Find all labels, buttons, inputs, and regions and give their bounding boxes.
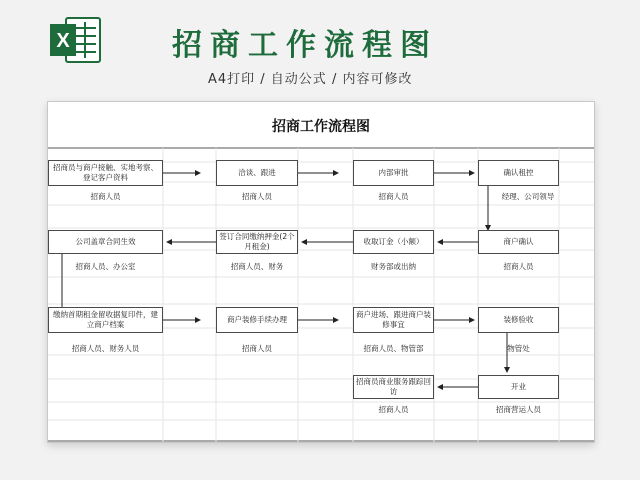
step-box-6: 收取订金（小额） [353,230,434,254]
step-box-10: 商户装修手续办理 [216,307,298,333]
owner-label-12: 物管处 [507,344,530,353]
step-box-8: 公司盖章合同生效 [48,230,163,254]
owner-label-7: 招商人员、财务 [230,262,284,271]
step-box-3: 内部审批 [353,160,434,186]
step-box-13: 开业 [478,375,559,399]
page-subtitle: A4打印 / 自动公式 / 内容可修改 [208,72,413,87]
owner-label-9: 招商人员、财务人员 [71,344,140,353]
owner-label-8: 招商人员、办公室 [75,262,136,271]
owner-label-6: 财务部或出纳 [371,262,416,271]
page-header [0,0,640,100]
spreadsheet-preview [47,101,595,443]
step-box-2: 洽谈、跟进 [216,160,298,186]
sheet-title: 招商工作流程图 [272,119,370,135]
excel-logo-icon [48,14,104,66]
owner-label-11: 招商人员、物管部 [363,344,424,353]
svg-text:X: X [56,30,70,52]
page-title: 招商工作流程图 [172,28,438,63]
step-box-9: 缴纳首期租金留收据复印件，建立商户档案 [48,307,163,333]
owner-label-4: 经理、公司领导 [501,192,555,201]
owner-label-14: 招商人员 [378,405,409,414]
step-box-11: 商户进场、跟进商户装修事宜 [353,307,434,333]
owner-label-10: 招商人员 [242,344,272,353]
owner-label-1: 招商人员 [90,192,121,201]
owner-label-13: 招商营运人员 [496,405,541,414]
step-box-4: 确认租控 [478,160,559,186]
step-box-12: 装修验收 [478,307,559,333]
owner-label-3: 招商人员 [378,192,409,201]
owner-label-2: 招商人员 [242,192,272,201]
owner-label-5: 招商人员 [503,262,534,271]
step-box-14: 招商员商业服务跟踪回访 [353,375,434,399]
step-box-1: 招商员与商户接触、实地考察、登记客户资料 [48,160,163,186]
step-box-5: 商户确认 [478,230,559,254]
step-box-7: 签订合同缴纳押金(2个月租金) [216,230,298,254]
